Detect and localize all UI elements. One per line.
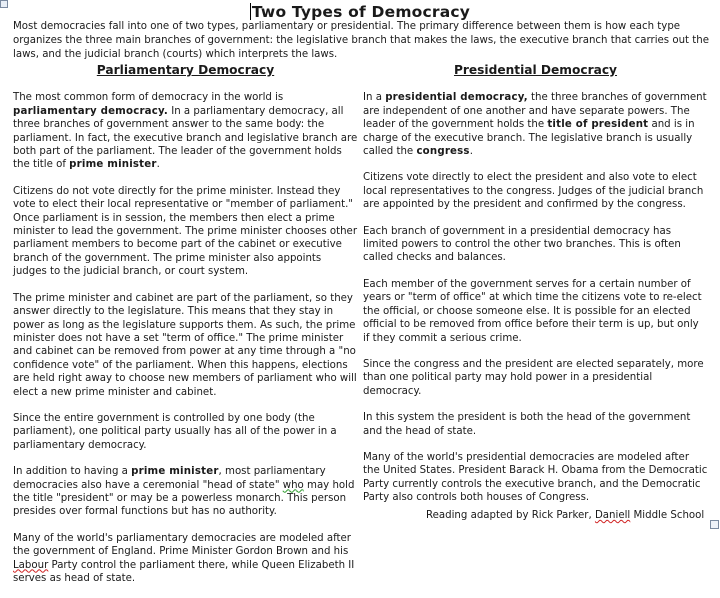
parliamentary-paragraph-4: Since the entire government is controlled by one body (the parliament), one political party usually has all of the power in a parliamentary democracy. [13,412,337,451]
parliamentary-paragraph-2: Citizens do not vote directly for the prime minister. Instead they vote to elect their local representative or "member of parliament." Once parliament is in session, the members then elect a prime minister to lead the government. The prime minister chooses other parliament members to become part of the cabinet or executive branch of the government. The prime minister also appoints judges to the judicial branch, or court system. [13,185,358,278]
presidential-paragraph-5: Since the congress and the president are elected separately, more than one political party may hold power in a presidential democracy. [363,358,704,397]
page-title [0,3,720,21]
parliamentary-paragraph-1: The most common form of democracy in the world is parliamentary democracy. In a parliamentary democracy, all three branches of government answer to the same body: the parliament. In fact, the executive branch and legislative branch are both part of the parliament. The leader of the government holds the title of prime minister. [13,92,358,171]
parliamentary-paragraph-3: The prime minister and cabinet are part of the parliament, so they answer directly to the legislature. This means that they stay in power as long as the legislature supports them. As such, the prime minister does not have a set "term of office." The prime minister and cabinet can be removed from power at any time through a "no confidence vote" of the parliament. When this happens, elections are held right away to choose new members of parliament who will elect a new prime minister and cabinet. [13,292,357,398]
presidential-paragraph-2: Citizens vote directly to elect the president and also vote to elect local representatives to the congress. Judges of the judicial branch are appointed by the president and confirmed by the congress. [363,172,704,211]
presidential-column [363,64,708,518]
presidential-paragraph-3: Each branch of government in a presidential democracy has limited powers to control the other two branches. This is often called checks and balances. [363,225,681,264]
parliamentary-heading: Parliamentary Democracy [96,63,275,77]
presidential-paragraph-1: In a presidential democracy, the three branches of government are independent of one another and have separate powers. The leader of the government holds the title of president and is in charge of the executive branch. The legislative branch is usually called the congress. [363,92,707,158]
grammar-flag[interactable]: who [282,479,304,491]
presidential-paragraph-7: Many of the world's presidential democracies are modeled after the United States. President Barack H. Obama from the Democratic Party currently controls the executive branch, and the Democratic Party also controls both houses of Congress. [363,451,708,504]
text-cursor [250,3,251,20]
presidential-paragraph-4: Each member of the government serves for a certain number of years or "term of office" at which time the citizens vote to re-elect the official, or choose someone else. It is possible for an elected official to be removed from office before their term is up, but only if they commit a serious crime. [363,278,702,344]
title-text: Two Types of Democracy [251,3,471,21]
presidential-paragraph-6: In this system the president is both the head of the government and the head of state. [363,412,691,437]
spelling-flag[interactable]: Labour [13,559,49,571]
resize-handle[interactable] [710,520,719,529]
presidential-heading: Presidential Democracy [453,63,618,77]
parliamentary-column [13,64,358,598]
spelling-flag[interactable]: Daniell [594,510,631,521]
credit-line: Reading adapted by Rick Parker, Daniell Middle School [426,510,705,521]
parliamentary-paragraph-5: In addition to having a prime minister, most parliamentary democracies also have a ceremonial "head of state" who may hold the title "president" or may be a powerless monarch. This person presides over formal functions but has no authority. [13,466,355,518]
intro-paragraph: Most democracies fall into one of two types, parliamentary or presidential. The primary difference between them is how each type organizes the three main branches of government: the legislative branch that makes the laws, the executive branch that carries out the laws, and the judicial branch (courts) which interprets the laws. [13,21,709,60]
parliamentary-paragraph-6: Many of the world's parliamentary democracies are modeled after the government of England. Prime Minister Gordon Brown and his Labour Party control the parliament there, while Queen Elizabeth II serves as head of state. [13,532,355,584]
